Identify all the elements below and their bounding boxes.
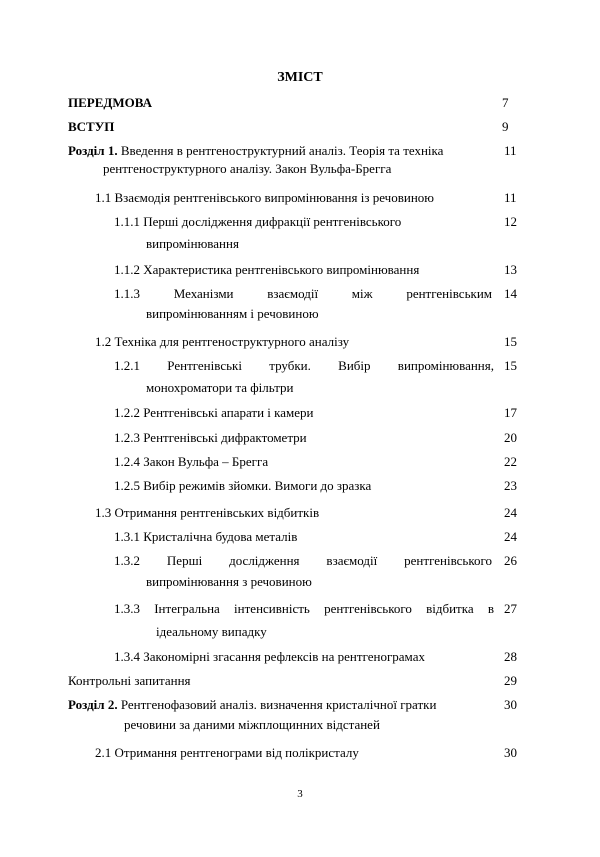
toc-entry-chapter-2[interactable] [68, 697, 528, 731]
toc-entry-text: 1.3 Отримання рентгенівських відбитків [95, 505, 320, 520]
toc-entry-text: ВСТУП [68, 119, 115, 134]
chapter-title: Рентгенофазовий аналіз. визначення кристалічної гратки [117, 697, 437, 712]
toc-entry-continuation: випромінювання з речовиною [146, 574, 312, 589]
toc-page-number: 15 [504, 334, 517, 349]
page-number: 3 [297, 788, 303, 800]
toc-entry-chapter-1[interactable] [68, 143, 528, 177]
toc-page-number: 22 [504, 454, 517, 469]
toc-page-number: 11 [504, 190, 517, 205]
toc-entry-text: 2.1 Отримання рентгенограми від полікристалу [95, 745, 359, 760]
toc-entry-text: 1.1.3 Механізми взаємодії між рентгенівським [114, 286, 492, 301]
toc-entry-text: 1.2.4 Закон Вульфа – Брегга [114, 454, 269, 469]
toc-entry-text [68, 697, 436, 713]
toc-page-number: 12 [504, 214, 517, 229]
toc-entry-text: 1.3.3 Інтегральна інтенсивність рентгенівського відбитка в [114, 601, 494, 616]
toc-entry-continuation: випромінювання [146, 236, 239, 251]
toc-entry-text: 1.2.2 Рентгенівські апарати і камери [114, 405, 314, 420]
chapter-label: Розділ 1. [68, 143, 118, 158]
toc-page-number: 7 [502, 95, 509, 110]
toc-entry-text: 1.2.5 Вибір режимів зйомки. Вимоги до зразка [114, 478, 372, 493]
toc-entry-1-3-2[interactable] [114, 553, 524, 587]
toc-page-number: 24 [504, 529, 517, 544]
toc-entry-1-1-1[interactable] [114, 214, 524, 251]
toc-page-number: 13 [504, 262, 517, 277]
toc-entry-text: 1.2.3 Рентгенівські дифрактометри [114, 430, 307, 445]
toc-entry-text: 1.1.1 Перші дослідження дифракції рентгенівського [114, 214, 402, 229]
toc-entry-text: ПЕРЕДМОВА [68, 95, 152, 110]
chapter-title: Введення в рентгеноструктурний аналіз. Теорія та техніка [117, 143, 444, 158]
toc-page-number: 27 [504, 601, 517, 616]
toc-page-number: 24 [504, 505, 517, 520]
toc-entry-1-2-1[interactable] [114, 358, 524, 395]
toc-page-number: 30 [504, 745, 517, 760]
toc-page-number: 17 [504, 405, 517, 420]
chapter-label: Розділ 2. [68, 697, 118, 712]
toc-entry-text: 1.2 Техніка для рентгеноструктурного аналізу [95, 334, 350, 349]
toc-page-number: 28 [504, 649, 517, 664]
toc-entry-text [68, 143, 443, 159]
toc-page-number: 14 [504, 286, 517, 301]
toc-page-number: 9 [502, 119, 509, 134]
toc-entry-continuation: монохроматори та фільтри [146, 380, 294, 395]
toc-entry-1-3-3[interactable] [114, 601, 524, 639]
toc-entry-1-1-3[interactable] [114, 286, 524, 320]
toc-entry-continuation: випромінюванням і речовиною [146, 306, 319, 321]
toc-page-number: 23 [504, 478, 517, 493]
toc-entry-text: 1.2.1 Рентгенівські трубки. Вибір випромінювання, [114, 358, 494, 373]
toc-entry-continuation: рентгеноструктурного аналізу. Закон Вульфа-Брегга [103, 161, 392, 176]
toc-entry-text: 1.3.1 Кристалічна будова металів [114, 529, 298, 544]
toc-page-number: 29 [504, 673, 517, 688]
toc-entry-continuation: речовини за даними міжплощинних відстаней [124, 717, 380, 732]
toc-page-number: 26 [504, 553, 517, 568]
toc-page-number: 11 [504, 143, 517, 158]
toc-entry-text: 1.3.4 Закономірні згасання рефлексів на рентгенограмах [114, 649, 425, 664]
page-title: ЗМІСТ [277, 70, 323, 85]
toc-page-number: 20 [504, 430, 517, 445]
toc-page-number: 30 [504, 697, 517, 712]
toc-entry-continuation: ідеальному випадку [156, 624, 267, 639]
toc-entry-text: Контрольні запитання [68, 673, 191, 688]
toc-page-number: 15 [504, 358, 517, 373]
toc-entry-text: 1.1 Взаємодія рентгенівського випромінювання із речовиною [95, 190, 434, 205]
toc-entry-text: 1.3.2 Перші дослідження взаємодії рентгенівського [114, 553, 492, 568]
toc-entry-text: 1.1.2 Характеристика рентгенівського випромінювання [114, 262, 420, 277]
